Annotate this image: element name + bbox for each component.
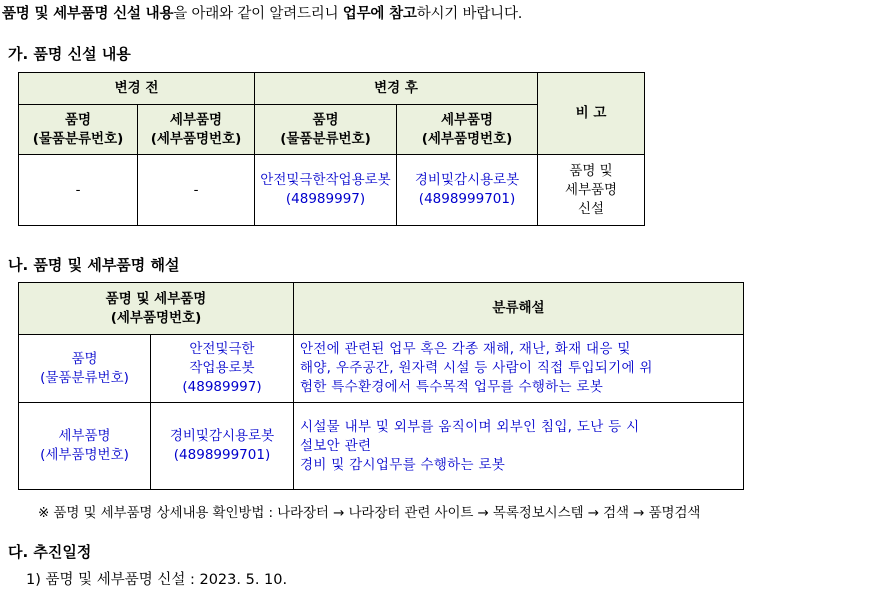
intro-sentence	[2, 2, 522, 23]
intro-text-2: 하시기 바랍니다.	[416, 6, 523, 22]
section-a-title: 가. 품명 신설 내용	[8, 45, 131, 63]
header-after: 변경 후	[255, 73, 538, 105]
header-item-sub: (물품분류번호)	[280, 130, 371, 147]
schedule-item: 1) 품명 및 세부품명 신설 : 2023. 5. 10.	[26, 572, 288, 588]
cell-after-detail	[397, 155, 538, 226]
row-description	[294, 403, 744, 490]
row-name	[151, 335, 294, 403]
desc-header-left-1: 품명 및 세부품명	[105, 290, 207, 307]
row-label-1: 세부품명	[58, 428, 111, 444]
row-label	[19, 335, 151, 403]
item-description-table	[18, 282, 744, 490]
header-before-item	[19, 105, 138, 155]
row-label-2: (물품분류번호)	[40, 369, 129, 386]
intro-emphasis-2: 업무에 참고	[342, 6, 417, 22]
header-item-sub: (물품분류번호)	[32, 130, 124, 147]
item-creation-table	[18, 72, 645, 226]
intro-text-1: 을 아래와 같이 알려드리니	[173, 6, 343, 22]
after-detail-code: (4898999701)	[418, 191, 516, 207]
after-detail-name: 경비및감시용로봇	[414, 172, 520, 188]
desc-header-left-2: (세부품명번호)	[110, 309, 202, 326]
header-detail-label: 세부품명	[169, 111, 223, 128]
header-before-detail	[138, 105, 255, 155]
desc-line-2: 해양, 우주공간, 원자력 시설 등 사람이 직접 투입되기에 위	[300, 360, 653, 376]
header-detail-label: 세부품명	[440, 111, 494, 128]
lookup-note: ※ 품명 및 세부품명 상세내용 확인방법 : 나라장터 → 나라장터 관련 사이트 → 목록정보시스템 → 검색 → 품명검색	[38, 505, 701, 521]
remark-line-2: 세부품명	[564, 181, 618, 198]
remark-line-3: 신설	[577, 200, 605, 217]
header-remark: 비 고	[538, 73, 645, 155]
row-name-1: 안전및극한	[189, 341, 255, 357]
header-after-item	[255, 105, 397, 155]
desc-header-left	[19, 283, 294, 335]
cell-before-item: -	[19, 155, 138, 226]
cell-before-detail: -	[138, 155, 255, 226]
desc-line-1: 안전에 관련된 업무 혹은 각종 재해, 재난, 화재 대응 및	[300, 341, 631, 357]
desc-header-right: 분류해설	[294, 283, 744, 335]
after-item-name: 안전및극한작업용로봇	[260, 172, 391, 188]
row-description	[294, 335, 744, 403]
cell-after-item	[255, 155, 397, 226]
header-after-detail	[397, 105, 538, 155]
section-c-title: 다. 추진일정	[8, 543, 92, 561]
row-name-3: (48989997)	[182, 379, 262, 395]
header-item-label: 품명	[64, 111, 92, 128]
header-item-label: 품명	[312, 111, 339, 128]
header-detail-sub: (세부품명번호)	[150, 130, 242, 147]
row-name-2: (4898999701)	[173, 447, 271, 463]
desc-line-3: 험한 특수환경에서 특수목적 업무를 수행하는 로봇	[300, 379, 604, 395]
desc-line-3: 경비 및 감시업무를 수행하는 로봇	[300, 456, 506, 473]
intro-emphasis-1: 품명 및 세부품명 신설 내용	[2, 6, 174, 22]
after-item-code: (48989997)	[285, 191, 366, 207]
header-detail-sub: (세부품명번호)	[421, 130, 513, 147]
section-b-title: 나. 품명 및 세부품명 해설	[8, 256, 180, 274]
row-name-2: 작업용로봇	[189, 360, 255, 376]
remark-line-1: 품명 및	[569, 162, 613, 179]
row-label-1: 품명	[71, 350, 98, 367]
row-name-1: 경비및감시용로봇	[169, 428, 275, 444]
cell-remark	[538, 155, 645, 226]
desc-line-2: 설보안 관련	[300, 437, 372, 454]
header-before: 변경 전	[19, 73, 255, 105]
row-label	[19, 403, 151, 490]
row-label-2: (세부품명번호)	[40, 447, 129, 463]
row-name	[151, 403, 294, 490]
desc-line-1: 시설물 내부 및 외부를 움직이며 외부인 침입, 도난 등 시	[300, 418, 640, 435]
